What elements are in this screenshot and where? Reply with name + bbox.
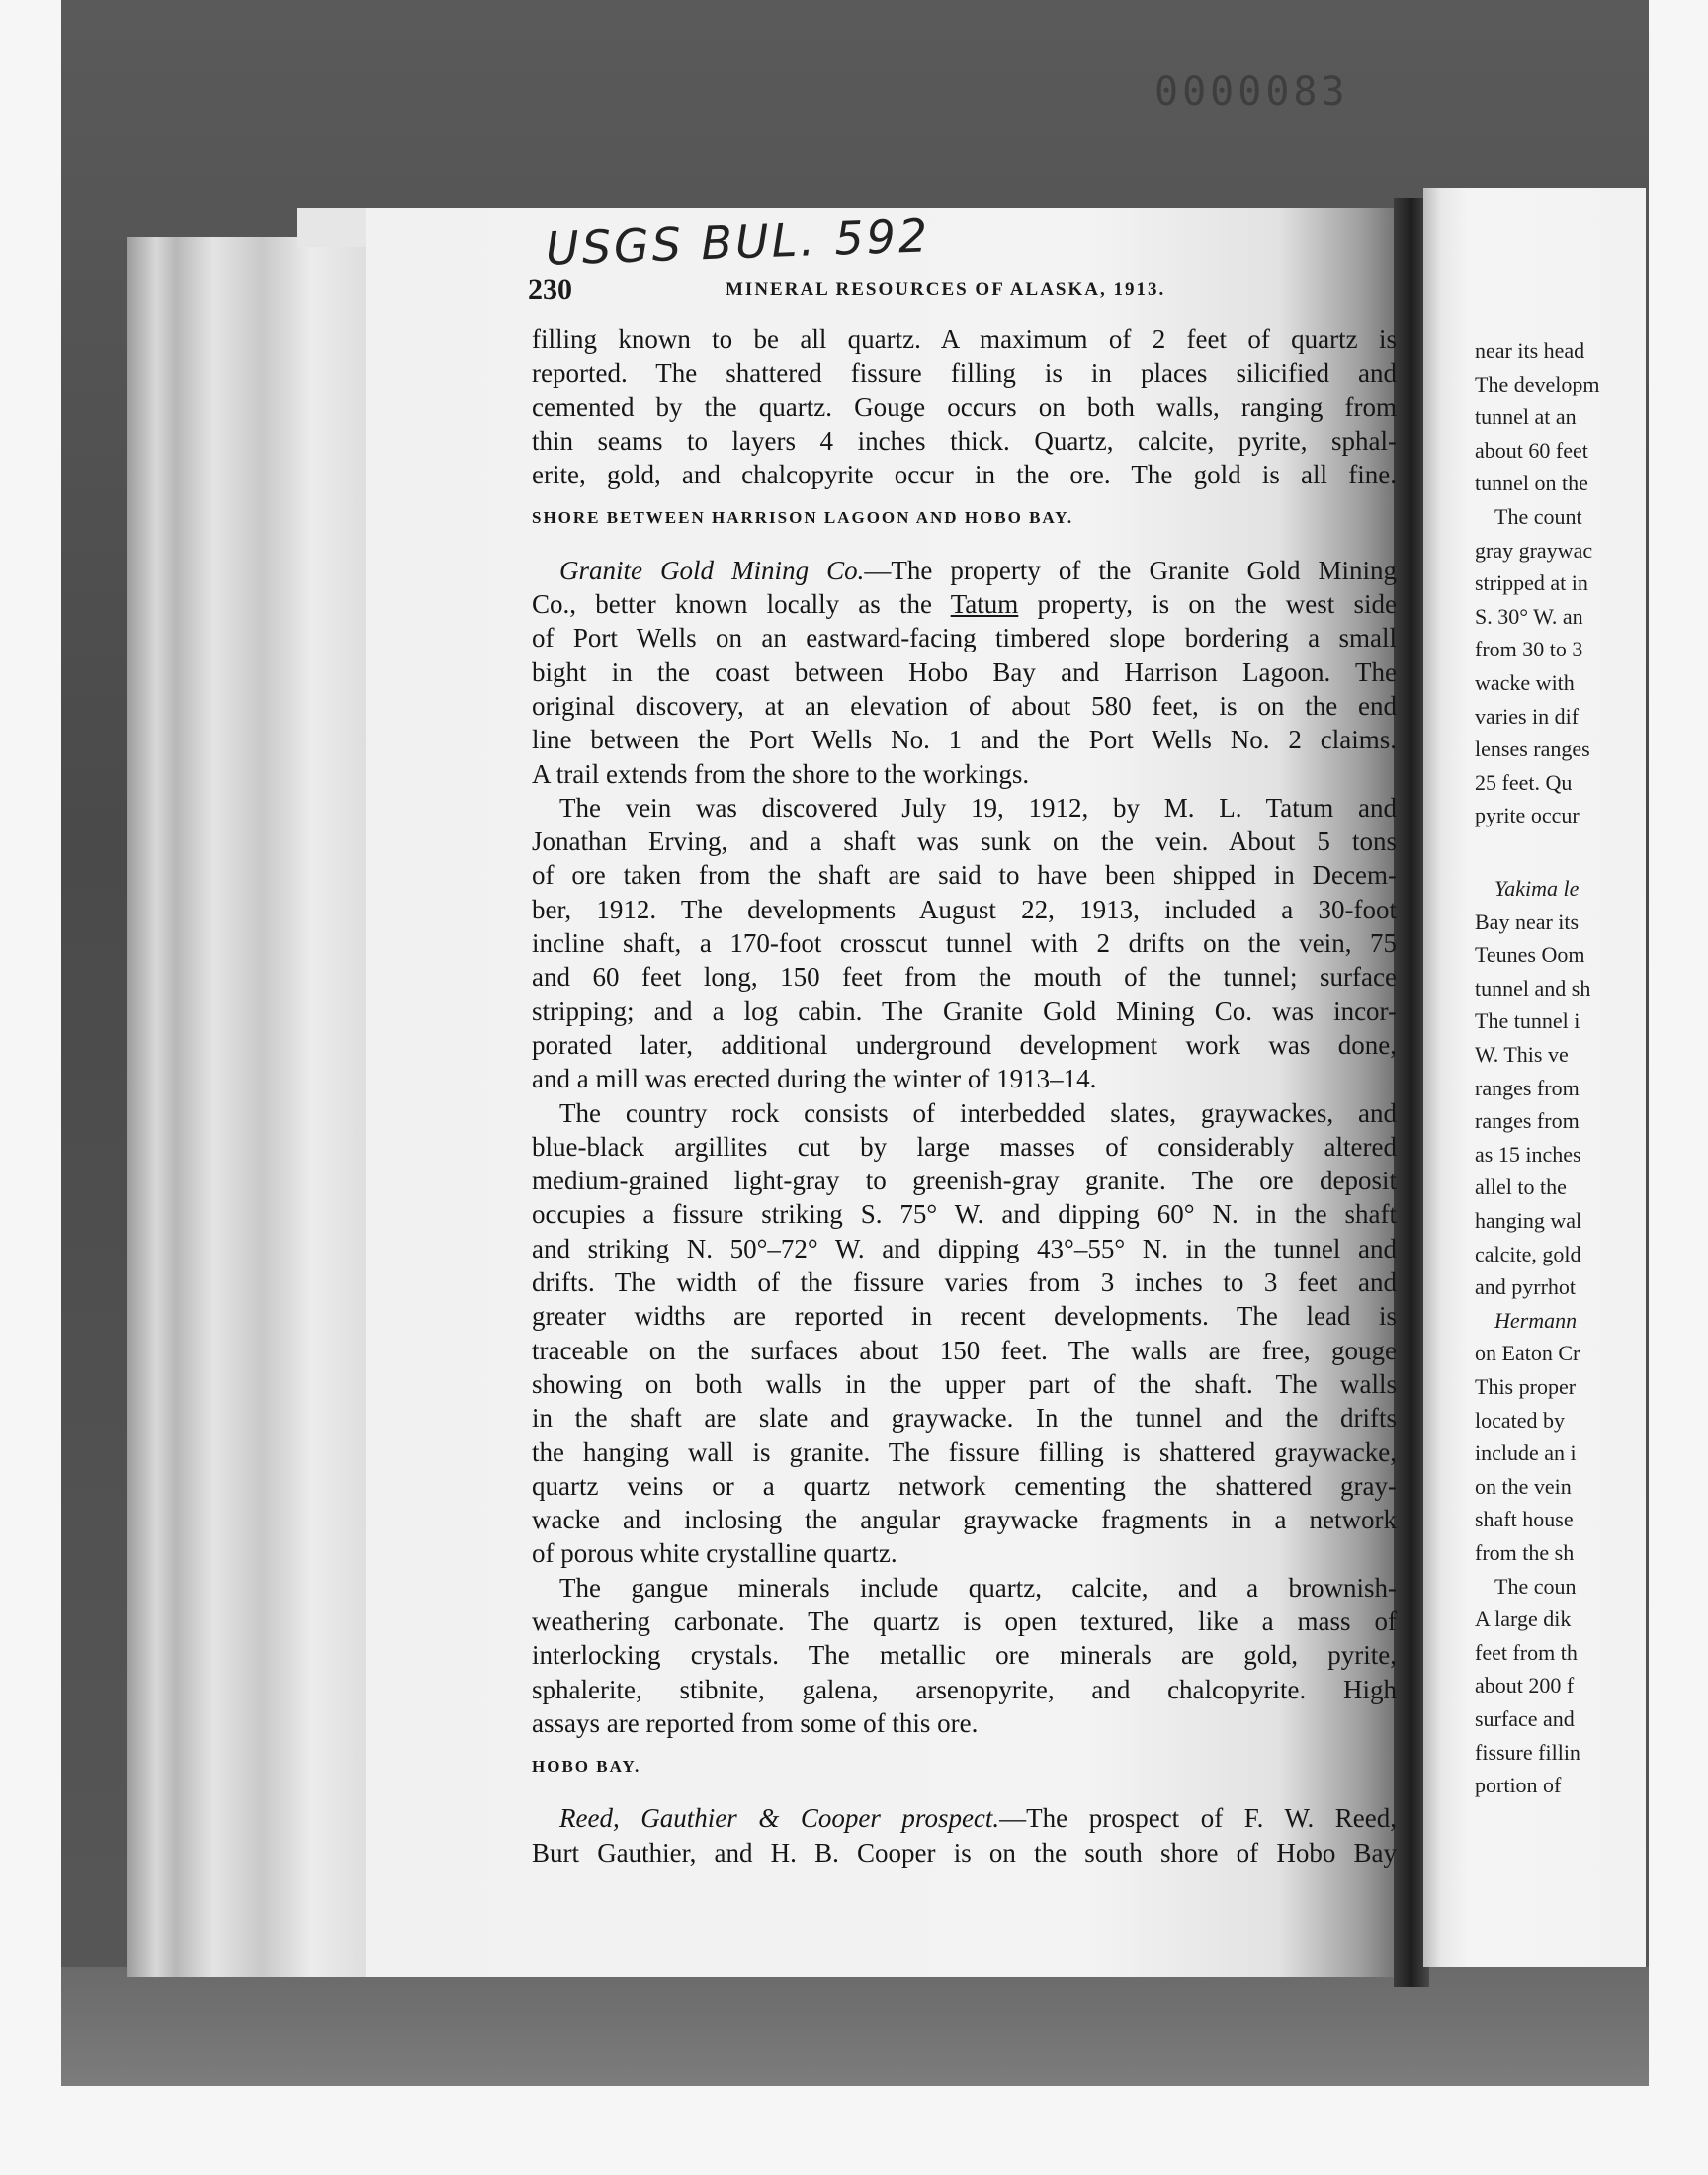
section-heading-hobo-bay: HOBO BAY. xyxy=(532,1757,641,1777)
right-page-line: feet from th xyxy=(1475,1639,1578,1665)
tatum-underlined: Tatum xyxy=(950,589,1019,620)
right-page-line: The developm xyxy=(1475,371,1600,396)
para5-line: weathering carbonate. The quartz is open textured, like a mass of xyxy=(532,1606,1397,1636)
section-heading-harrison: SHORE BETWEEN HARRISON LAGOON AND HOBO BAY. xyxy=(532,508,1074,528)
paragraph-1 xyxy=(532,322,1397,491)
para2rest-line: bight in the coast between Hobo Bay and Harrison Lagoon. The xyxy=(532,656,1397,687)
right-page-line: W. This ve xyxy=(1475,1042,1569,1067)
para1-line: filling known to be all quartz. A maximum of 2 feet of quartz is xyxy=(532,324,1397,354)
right-page-line: calcite, gold xyxy=(1475,1241,1581,1266)
page-header xyxy=(528,273,1398,312)
para3-line: of ore taken from the shaft are said to have been shipped in Decem- xyxy=(532,860,1397,891)
page-number: 230 xyxy=(528,273,572,305)
para4-line: blue-black argillites cut by large masses of considerably altered xyxy=(532,1131,1397,1162)
paragraph-4 xyxy=(532,1096,1397,1571)
para5-line: The gangue minerals include quartz, calcite, and a brownish- xyxy=(559,1572,1397,1603)
para4-line: the hanging wall is granite. The fissure filling is shattered graywacke, xyxy=(532,1436,1397,1467)
right-page-line: Teunes Oom xyxy=(1475,942,1585,968)
para3-line: and 60 feet long, 150 feet from the mouth of the tunnel; surface xyxy=(532,962,1397,993)
para3-line: The vein was discovered July 19, 1912, by M. L. Tatum and xyxy=(559,792,1397,823)
right-page-line: from 30 to 3 xyxy=(1475,637,1583,662)
para3-line: porated later, additional underground development work was done, xyxy=(532,1029,1397,1060)
para1-line: reported. The shattered fissure filling is in places silicified and xyxy=(532,358,1397,389)
right-page-line: about 60 feet xyxy=(1475,437,1588,463)
para4-line: drifts. The width of the fissure varies from 3 inches to 3 feet and xyxy=(532,1267,1397,1298)
para5-line: sphalerite, stibnite, galena, arsenopyrite, and chalcopyrite. High xyxy=(532,1674,1397,1704)
para1-line: cemented by the quartz. Gouge occurs on both walls, ranging from xyxy=(532,392,1397,422)
scan-corner-number: 0000083 xyxy=(1154,69,1349,115)
right-page-line: This proper xyxy=(1475,1374,1577,1399)
right-page-line: The tunnel i xyxy=(1475,1008,1580,1034)
right-page-line: as 15 inches xyxy=(1475,1141,1581,1167)
right-page-line: fissure fillin xyxy=(1475,1739,1580,1765)
right-page-line: on Eaton Cr xyxy=(1475,1341,1580,1366)
right-page-line: varies in dif xyxy=(1475,703,1580,729)
handwritten-note: USGS BUL. 592 xyxy=(545,209,932,276)
para3-line: stripping; and a log cabin. The Granite Gold Mining Co. was incor- xyxy=(532,996,1397,1026)
paragraph-6-line-2: Burt Gauthier, and H. B. Cooper is on the south shore of Hobo Bay xyxy=(532,1837,1397,1868)
right-page-line: ranges from xyxy=(1475,1108,1580,1134)
para4-line: traceable on the surfaces about 150 feet. The walls are free, gouge xyxy=(532,1335,1397,1365)
para4-line: quartz veins or a quartz network cementing the shattered gray- xyxy=(532,1470,1397,1501)
right-page-line: stripped at in xyxy=(1475,570,1588,596)
para2rest-line: original discovery, at an elevation of about 580 feet, is on the end xyxy=(532,690,1397,721)
para4-line: medium-grained light-gray to greenish-gray granite. The ore deposit xyxy=(532,1166,1397,1196)
para4-line: showing on both walls in the upper part of the shaft. The walls xyxy=(532,1368,1397,1399)
right-page-line: Yakima le xyxy=(1494,876,1580,901)
right-page-line: near its head xyxy=(1475,338,1585,363)
right-page-line: Bay near its xyxy=(1475,909,1580,934)
right-page-line: S. 30° W. an xyxy=(1475,603,1583,629)
para4-line: wacke and inclosing the angular graywacke fragments in a network xyxy=(532,1505,1397,1535)
para4-line: of porous white crystalline quartz. xyxy=(532,1538,897,1569)
right-page-line: pyrite occur xyxy=(1475,803,1580,828)
company-name: Granite Gold Mining Co. xyxy=(559,555,865,585)
right-page-line: hanging wal xyxy=(1475,1208,1582,1233)
right-page-line: from the sh xyxy=(1475,1540,1575,1565)
right-page xyxy=(1423,188,1646,1967)
paragraph-2-line-1: Granite Gold Mining Co.—The property of the Granite Gold Mining xyxy=(559,555,1397,585)
para4-line: The country rock consists of interbedded slates, graywackes, and xyxy=(559,1097,1397,1128)
para2rest-line: of Port Wells on an eastward-facing timbered slope bordering a small xyxy=(532,623,1397,653)
book-page-edges xyxy=(127,237,374,1977)
right-page-line: The coun xyxy=(1494,1573,1577,1599)
right-page-line: about 200 f xyxy=(1475,1673,1575,1698)
paragraph-5 xyxy=(532,1571,1397,1740)
para2rest-line: line between the Port Wells No. 1 and the Port Wells No. 2 claims. xyxy=(532,725,1397,755)
right-page-line: portion of xyxy=(1475,1773,1562,1798)
right-page-line: wacke with xyxy=(1475,670,1575,695)
right-page-line: include an i xyxy=(1475,1440,1577,1466)
para3-line: incline shaft, a 170-foot crosscut tunnel with 2 drifts on the vein, 75 xyxy=(532,928,1397,959)
para3-line: ber, 1912. The developments August 22, 1913, included a 30-foot xyxy=(532,894,1397,924)
para4-line: and striking N. 50°–72° W. and dipping 43°–55° N. in the tunnel and xyxy=(532,1233,1397,1263)
body-text xyxy=(532,322,1397,1870)
para4-line: in the shaft are slate and graywacke. In the tunnel and the drifts xyxy=(532,1403,1397,1434)
para4-line: greater widths are reported in recent developments. The lead is xyxy=(532,1301,1397,1332)
right-page-line: surface and xyxy=(1475,1706,1575,1731)
paragraph-2 xyxy=(532,554,1397,791)
right-page-line: A large dik xyxy=(1475,1607,1572,1632)
right-page-line: The count xyxy=(1494,504,1582,529)
right-page-line: tunnel and sh xyxy=(1475,975,1591,1000)
paragraph-2-line-2: Co., better known locally as the Tatum property, is on the west side xyxy=(532,589,1397,620)
paragraph-3 xyxy=(532,791,1397,1096)
para1-line: thin seams to layers 4 inches thick. Quartz, calcite, pyrite, sphal- xyxy=(532,425,1397,456)
paragraph-6-line-1: Reed, Gauthier & Cooper prospect.—The prospect of F. W. Reed, xyxy=(559,1803,1397,1834)
right-page-line: shaft house xyxy=(1475,1507,1574,1532)
right-page-line: located by xyxy=(1475,1407,1566,1433)
right-page-line: and pyrrhot xyxy=(1475,1274,1577,1300)
para1-line: erite, gold, and chalcopyrite occur in the ore. The gold is all fine. xyxy=(532,460,1397,490)
right-page-line: gray graywac xyxy=(1475,537,1593,563)
right-page-line: ranges from xyxy=(1475,1075,1580,1100)
right-page-line: 25 feet. Qu xyxy=(1475,769,1573,795)
para5-line: interlocking crystals. The metallic ore minerals are gold, pyrite, xyxy=(532,1640,1397,1671)
para2rest-line: A trail extends from the shore to the workings. xyxy=(532,758,1030,789)
running-title: MINERAL RESOURCES OF ALASKA, 1913. xyxy=(726,279,1166,300)
prospect-name: Reed, Gauthier & Cooper prospect. xyxy=(559,1803,1000,1834)
right-page-line: tunnel on the xyxy=(1475,471,1588,496)
para3-line: Jonathan Erving, and a shaft was sunk on the vein. About 5 tons xyxy=(532,826,1397,857)
paragraph-6 xyxy=(532,1801,1397,1870)
para5-line: assays are reported from some of this ore. xyxy=(532,1707,979,1738)
right-page-line: Hermann xyxy=(1494,1307,1578,1333)
right-page-line: lenses ranges xyxy=(1475,737,1590,762)
right-page-line: allel to the xyxy=(1475,1174,1567,1200)
right-page-line: on the vein xyxy=(1475,1473,1572,1499)
right-page-line: tunnel at an xyxy=(1475,404,1577,430)
para4-line: occupies a fissure striking S. 75° W. and dipping 60° N. in the shaft xyxy=(532,1199,1397,1230)
para3-line: and a mill was erected during the winter of 1913–14. xyxy=(532,1064,1097,1094)
